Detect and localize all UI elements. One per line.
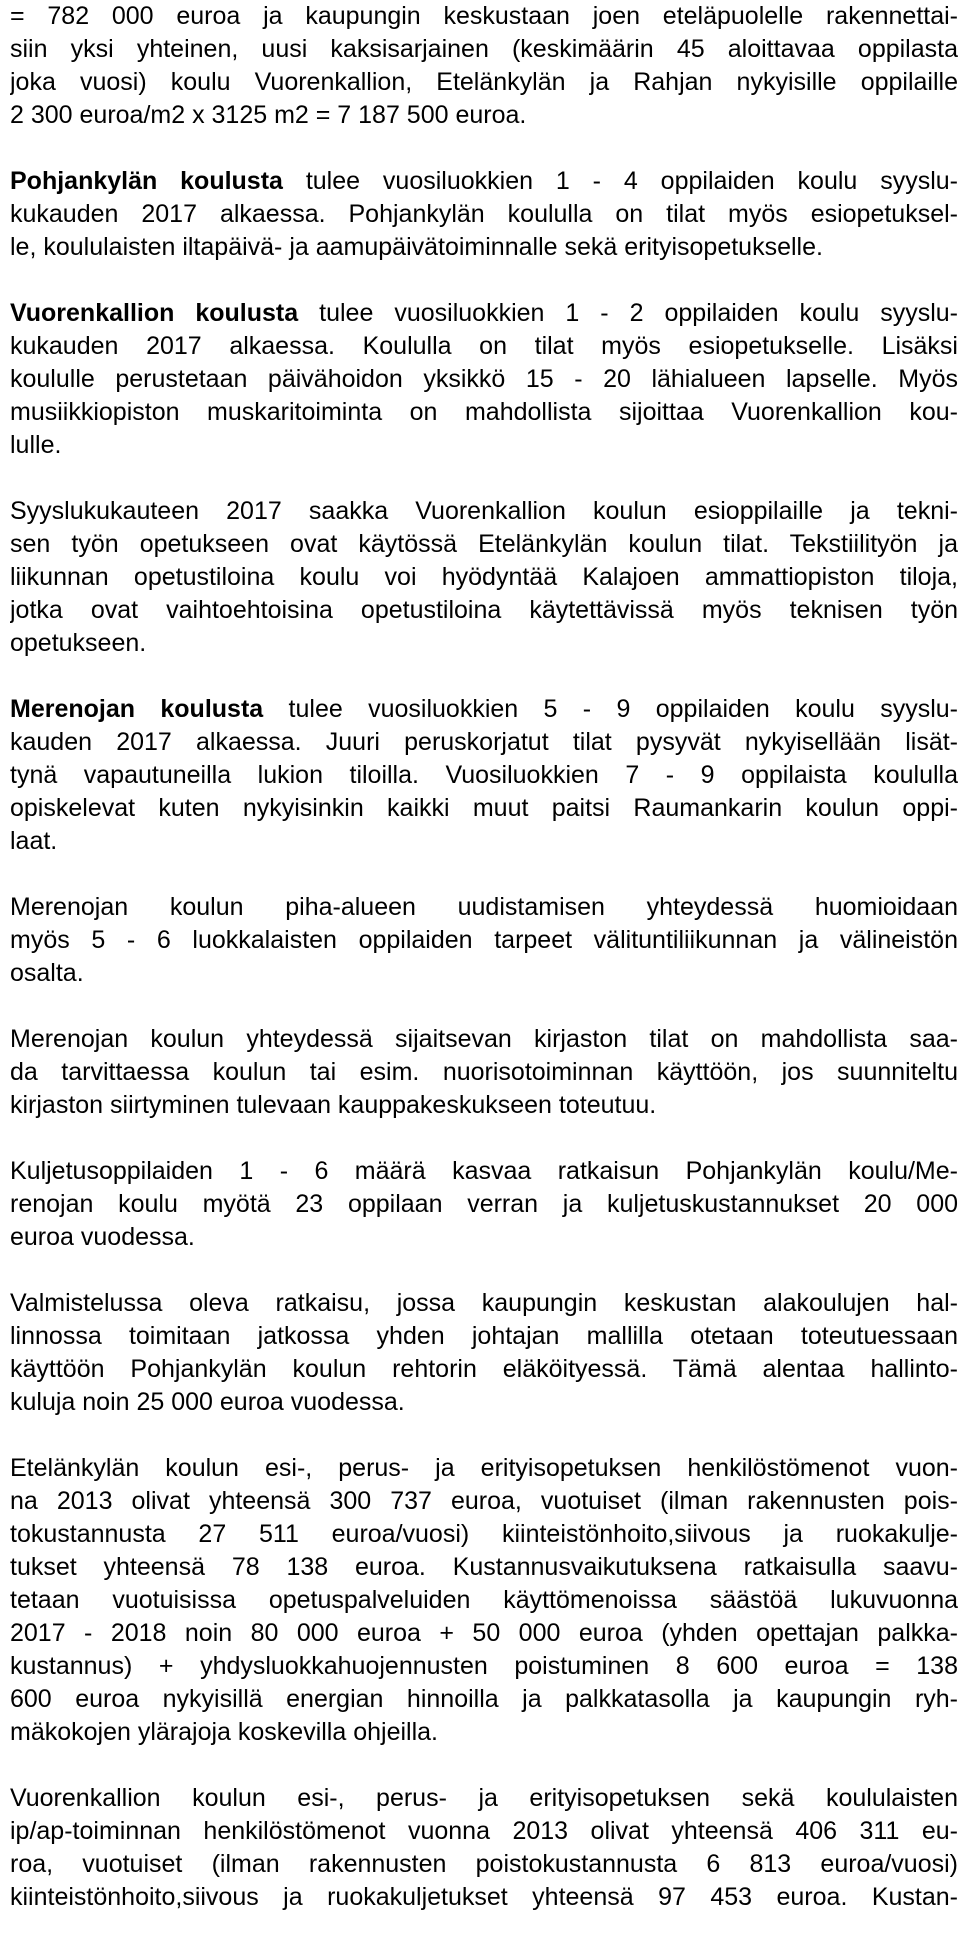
text-segment: 2017 - 2018 noin 80 000 euroa + 50 000 euroa (yhden opettajan palkka- [10, 1619, 958, 1647]
paragraph [10, 1782, 958, 1914]
paragraph-gap [10, 858, 958, 891]
text-line [10, 1782, 958, 1815]
text-line [10, 1056, 958, 1089]
text-line [10, 495, 958, 528]
text-line [10, 1221, 958, 1254]
text-segment: renojan koulu myötä 23 oppilaan verran ja kuljetuskustannukset 20 000 [10, 1190, 958, 1218]
paragraph-gap [10, 1419, 958, 1452]
text-line [10, 1815, 958, 1848]
paragraph [10, 0, 958, 132]
text-segment: musiikkiopiston muskaritoiminta on mahdollista sijoittaa Vuorenkallion kou- [10, 398, 958, 426]
text-segment: opetukseen. [10, 629, 147, 657]
text-line [10, 231, 958, 264]
text-line [10, 198, 958, 231]
text-segment: roa, vuotuiset (ilman rakennusten poistokustannusta 6 813 euroa/vuosi) [10, 1850, 958, 1878]
text-segment: Vuorenkallion koulun esi-, perus- ja erityisopetuksen sekä koululaisten [10, 1784, 958, 1812]
text-segment: = 782 000 euroa ja kaupungin keskustaan joen eteläpuolelle rakennettai- [10, 2, 958, 30]
text-segment: euroa vuodessa. [10, 1223, 195, 1251]
text-segment: kauden 2017 alkaessa. Juuri peruskorjatut tilat pysyvät nykyisellään lisät- [10, 728, 958, 756]
text-line [10, 1650, 958, 1683]
text-line [10, 1485, 958, 1518]
text-line [10, 1683, 958, 1716]
text-line [10, 1848, 958, 1881]
text-line [10, 1617, 958, 1650]
text-line [10, 891, 958, 924]
paragraph [10, 1287, 958, 1419]
paragraph [10, 1023, 958, 1122]
text-line [10, 1155, 958, 1188]
paragraph-gap [10, 1749, 958, 1782]
text-segment: tulee vuosiluokkien 1 - 2 oppilaiden koulu syyslu- [298, 299, 958, 327]
text-line [10, 561, 958, 594]
text-segment: myös 5 - 6 luokkalaisten oppilaiden tarpeet välituntiliikunnan ja välineistön [10, 926, 958, 954]
paragraph [10, 1155, 958, 1254]
text-line [10, 1584, 958, 1617]
text-segment: Valmistelussa oleva ratkaisu, jossa kaupungin keskustan alakoulujen hal- [10, 1289, 958, 1317]
text-segment: liikunnan opetustiloina koulu voi hyödyntää Kalajoen ammattiopiston tiloja, [10, 563, 958, 591]
text-segment: opiskelevat kuten nykyisinkin kaikki muut paitsi Raumankarin koulun oppi- [10, 794, 958, 822]
paragraph-gap [10, 1122, 958, 1155]
text-segment: linnossa toimitaan jatkossa yhden johtajan mallilla otetaan toteutuessaan [10, 1322, 958, 1350]
paragraph [10, 495, 958, 660]
paragraph [10, 297, 958, 462]
text-line [10, 1023, 958, 1056]
text-segment: koululle perustetaan päivähoidon yksikkö 15 - 20 lähialueen lapselle. Myös [10, 365, 958, 393]
paragraph-gap [10, 1254, 958, 1287]
text-line [10, 693, 958, 726]
text-line [10, 1551, 958, 1584]
text-segment: tetaan vuotuisissa opetuspalveluiden käyttömenoissa säästöä lukuvuonna [10, 1586, 958, 1614]
text-segment: 2 300 euroa/m2 x 3125 m2 = 7 187 500 euroa. [10, 101, 527, 129]
text-line [10, 1452, 958, 1485]
text-segment: kuluja noin 25 000 euroa vuodessa. [10, 1388, 405, 1416]
text-segment: Syyslukukauteen 2017 saakka Vuorenkallion koulun esioppilaille ja tekni- [10, 497, 958, 525]
text-line [10, 66, 958, 99]
bold-text: Pohjankylän koulusta [10, 167, 283, 195]
text-line [10, 726, 958, 759]
text-segment: siin yksi yhteinen, uusi kaksisarjainen (keskimäärin 45 aloittavaa oppilasta [10, 35, 958, 63]
text-segment: jotka ovat vaihtoehtoisina opetustiloina käytettävissä myös teknisen työn [10, 596, 958, 624]
text-line [10, 1353, 958, 1386]
paragraph [10, 1452, 958, 1749]
text-segment: tynä vapautuneilla lukion tiloilla. Vuosiluokkien 7 - 9 oppilaista koululla [10, 761, 958, 789]
text-segment: 600 euroa nykyisillä energian hinnoilla ja palkkatasolla ja kaupungin ryh- [10, 1685, 958, 1713]
text-line [10, 924, 958, 957]
text-segment: kukauden 2017 alkaessa. Pohjankylän koululla on tilat myös esiopetuksel- [10, 200, 958, 228]
text-segment: tokustannusta 27 511 euroa/vuosi) kiinteistönhoito,siivous ja ruokakulje- [10, 1520, 958, 1548]
text-segment: käyttöön Pohjankylän koulun rehtorin eläköityessä. Tämä alentaa hallinto- [10, 1355, 958, 1383]
text-segment: tukset yhteensä 78 138 euroa. Kustannusvaikutuksena ratkaisulla saavu- [10, 1553, 958, 1581]
text-segment: da tarvittaessa koulun tai esim. nuorisotoiminnan käyttöön, jos suunniteltu [10, 1058, 958, 1086]
paragraph [10, 165, 958, 264]
text-line [10, 33, 958, 66]
text-line [10, 792, 958, 825]
text-segment: osalta. [10, 959, 84, 987]
paragraph-gap [10, 264, 958, 297]
text-segment: kiinteistönhoito,siivous ja ruokakuljetukset yhteensä 97 453 euroa. Kustan- [10, 1883, 958, 1911]
text-line [10, 1188, 958, 1221]
text-line [10, 1287, 958, 1320]
text-segment: na 2013 olivat yhteensä 300 737 euroa, vuotuiset (ilman rakennusten pois- [10, 1487, 958, 1515]
text-segment: kirjaston siirtyminen tulevaan kauppakeskukseen toteutuu. [10, 1091, 657, 1119]
paragraph-gap [10, 990, 958, 1023]
text-segment: kukauden 2017 alkaessa. Koululla on tilat myös esiopetukselle. Lisäksi [10, 332, 958, 360]
text-line [10, 957, 958, 990]
text-line [10, 429, 958, 462]
paragraph-gap [10, 660, 958, 693]
text-segment: tulee vuosiluokkien 1 - 4 oppilaiden koulu syyslu- [282, 167, 958, 195]
text-segment: sen työn opetukseen ovat käytössä Etelänkylän koulun tilat. Tekstiilityön ja [10, 530, 958, 558]
text-line [10, 0, 958, 33]
text-line [10, 1716, 958, 1749]
text-line [10, 1881, 958, 1914]
text-line [10, 627, 958, 660]
paragraph-gap [10, 462, 958, 495]
document-page [10, 0, 958, 1914]
paragraph [10, 891, 958, 990]
text-segment: Merenojan koulun yhteydessä sijaitsevan kirjaston tilat on mahdollista saa- [10, 1025, 958, 1053]
text-line [10, 165, 958, 198]
text-segment: mäkokojen ylärajoja koskevilla ohjeilla. [10, 1718, 438, 1746]
paragraph-gap [10, 132, 958, 165]
text-line [10, 1518, 958, 1551]
text-segment: le, koululaisten iltapäivä- ja aamupäivätoiminnalle sekä erityisopetukselle. [10, 233, 823, 261]
text-segment: Etelänkylän koulun esi-, perus- ja erityisopetuksen henkilöstömenot vuon- [10, 1454, 958, 1482]
text-line [10, 759, 958, 792]
text-segment: kustannus) + yhdysluokkahuojennusten poistuminen 8 600 euroa = 138 [10, 1652, 958, 1680]
text-segment: laat. [10, 827, 58, 855]
bold-text: Merenojan koulusta [10, 695, 264, 723]
text-line [10, 99, 958, 132]
text-line [10, 363, 958, 396]
text-segment: tulee vuosiluokkien 5 - 9 oppilaiden koulu syyslu- [263, 695, 958, 723]
text-line [10, 594, 958, 627]
bold-text: Vuorenkallion koulusta [10, 299, 299, 327]
text-segment: joka vuosi) koulu Vuorenkallion, Etelänkylän ja Rahjan nykyisille oppilaille [10, 68, 958, 96]
text-line [10, 528, 958, 561]
paragraph [10, 693, 958, 858]
text-line [10, 825, 958, 858]
text-segment: ip/ap-toiminnan henkilöstömenot vuonna 2013 olivat yhteensä 406 311 eu- [10, 1817, 958, 1845]
text-segment: Merenojan koulun piha-alueen uudistamisen yhteydessä huomioidaan [10, 893, 958, 921]
text-line [10, 1089, 958, 1122]
text-line [10, 1386, 958, 1419]
text-line [10, 330, 958, 363]
text-line [10, 297, 958, 330]
text-segment: lulle. [10, 431, 62, 459]
text-segment: Kuljetusoppilaiden 1 - 6 määrä kasvaa ratkaisun Pohjankylän koulu/Me- [10, 1157, 958, 1185]
text-line [10, 396, 958, 429]
text-line [10, 1320, 958, 1353]
